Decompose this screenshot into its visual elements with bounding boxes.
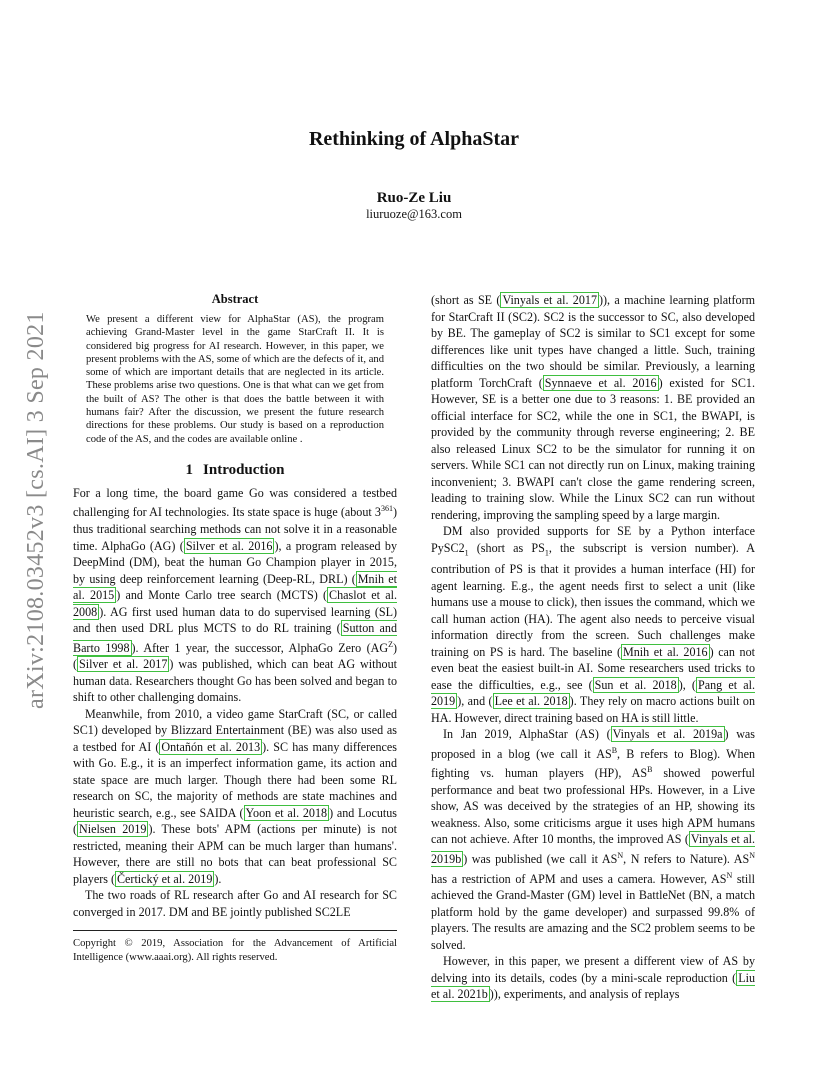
citation-link[interactable]: Ontañón et al. 2013	[161, 739, 261, 754]
abstract-text: We present a different view for AlphaStar (AS), the program achieving Grand-Master level in the game StarCraft II. It is considered big progress for AI research. However, in this paper, we present problems with the AS, some of which are the defects of it, and some of which are important details that are neglected in its article. These problems arise two questions. One is that what can we get from the built of AS? The other is that does the battle between it with humans fair? After the discussion, we present the future research directions for these problems. Our study is based on a reproduction code of the AS, and the codes are available online .	[86, 314, 384, 445]
abstract-heading: Abstract	[211, 292, 259, 306]
citation-link[interactable]: Vinyals et al. 2019b	[431, 832, 756, 866]
paragraph-pysc2: DM also provided supports for SE by a Python interface $PySC2_1$ (short as $PS_1$, the subscript is version number). A contribution of PS is that it provides a human interface (HI) for agent learning. E.g., the agent needs first to select a unit (like humans use a mouse to click), then issues the command, which we call human action (HA). The agent also needs to perceive visual information directly from the screen. Such challenges make training on PS is hard. The baseline ( Mnih et al. 2016 ) can not even beat the easiest built-in AI. Some researchers used tricks to ease the difficulties, e.g., see ( Sun et al. 2018 ), ( Pang et al. 2019 ), and ( Lee et al. 2018 ). They rely on macro actions built on HA. However, direct training based on HA is still little.	[431, 524, 756, 725]
author-name: Ruo-Ze Liu	[376, 190, 452, 206]
citation-link[interactable]: Liu et al. 2021b	[431, 970, 755, 1002]
citation-link[interactable]: Synnaeve et al. 2016	[544, 375, 657, 390]
citation-link[interactable]: Lee et al. 2018	[494, 694, 568, 709]
citation-link[interactable]: Vinyals et al. 2019a	[612, 727, 723, 742]
citation-link[interactable]: Sun et al. 2018	[594, 677, 677, 692]
paragraph-two-roads: The two roads of RL research after Go and AI research for SC converged in 2017. DM and BE jointly published SC2LE	[73, 888, 397, 919]
paragraph-different-view: However, in this paper, we present a different view of AS by delving into its details, codes (by a mini-scale reproduction ( Liu et al. 2021b )), experiments, and analysis of replays	[431, 954, 755, 1002]
citation-link[interactable]: Mnih et al. 2016	[623, 644, 708, 659]
citation-link[interactable]: Chaslot et al. 2008	[73, 588, 398, 619]
citation-link[interactable]: Silver et al. 2016	[185, 538, 273, 553]
section-title: Introduction	[203, 461, 285, 478]
author-email: liuruoze@163.com	[366, 207, 462, 221]
citation-link[interactable]: Nielsen 2019	[79, 822, 147, 837]
paper-title: Rethinking of AlphaStar	[308, 128, 520, 150]
citation-link[interactable]: Yoon et al. 2018	[245, 805, 328, 820]
paragraph-starcraft: Meanwhile, from 2010, a video game StarCraft (SC, or called SC1) developed by Blizzard Entertainment (BE) was also used as a testbed for AI ( Ontañón et al. 2013 ). SC has many differences with Go. E.g., it is an imperfect information game, its action and state space are much larger. Though there had been some RL research on SC, the majority of methods are state machines and heuristic search, e.g., see SAIDA ( Yoon et al. 2018 ) and Locutus ( Nielsen 2019 ). These bots' APM (actions per minute) is not restricted, meaning their APM can be much larger than humans'. However, there are still no bots that can beat professional SC players ( Čertický et al. 2019 ).	[73, 706, 397, 886]
left-column	[73, 292, 397, 964]
citation-link[interactable]: Mnih et al. 2015	[73, 571, 397, 602]
citation-link[interactable]: Vinyals et al. 2017	[502, 293, 597, 307]
right-column	[431, 292, 755, 1003]
paragraph-go: For a long time, the board game Go was considered a testbed challenging for AI technologies. Its state space is huge (about $3^{361}$) thus traditional searching methods can not solve it in a reasonable time. AlphaGo (AG) ( Silver et al. 2016 ), a program released by DeepMind (DM), beat the human Go Champion player in 2015, by using deep reinforcement learning (Deep-RL, DRL) ( Mnih et al. 2015 ) and Monte Carlo tree search (MCTS) ( Chaslot et al. 2008 ). AG first used human data to do supervised learning (SL) and then used DRL plus MCTS to do RL training ( Sutton and Barto 1998 ). After 1 year, the successor, AlphaGo Zero $(AG^Z)$ ( Silver et al. 2017 ) was published, which can beat AG without human data. Researchers thought Go has been solved and began to shift to other challenging domains.	[73, 485, 398, 705]
copyright-footnote: Copyright © 2019, Association for the Advancement of Artificial Intelligence (www.aaai.org). All rights reserved.	[73, 938, 397, 963]
paragraph-alphastar: In Jan 2019, AlphaStar (AS) ( Vinyals et al. 2019a ) was proposed in a blog (we call it $AS^B$, B refers to Blog). When fighting vs. human players (HP), $AS^B$ showed powerful performance and beat two professional HPs. However, in a Live show, AS was deceived by the strategies of an HP, showing its weakness. Also, some criticisms argue it uses high APM humans can not achieve. After 10 months, the improved AS ( Vinyals et al. 2019b ) was published (we call it $AS^N$, N refers to Nature). $AS^N$ has a restriction of APM and uses a camera. However, $AS^N$ still achieved the Grand-Master (GM) level in BattleNet (BN, a match platform hold by the game developer) and surpassed 99.8% of players. The results are amazing and the SC2 problem seems to be solved.	[431, 727, 756, 952]
paragraph-sc2le: (short as SE ( Vinyals et al. 2017 )), a machine learning platform for StarCraft II (SC2). SC2 is the successor to SC, also developed by BE. The gameplay of SC2 is similar to SC1 except for some differences like unit types have changed a little. Such, training difficulties on the two should be similar. Previously, a learning platform TorchCraft ( Synnaeve et al. 2016 ) existed for SC1. However, SE is a better one due to 3 reasons: 1. BE provided an official interface for SC2, while the one in SC1, the BWAPI, is provided by the community through reverse engineering; 2. BE also released Linux SC2 to be the simulator for running it on servers. While SC1 can not directly run on Linux, making training inconvenient; 3. BWAPI can't close the game rendering screen, leading to training slow. While the Linux SC2 can run without rendering, improving the sampling speed by a large margin.	[431, 293, 756, 522]
section-heading-introduction	[73, 462, 397, 479]
arxiv-identifier: arXiv:2108.03452v3 [cs.AI] 3 Sep 2021	[23, 311, 49, 709]
section-number: 1	[185, 461, 194, 478]
citation-link[interactable]: Pang et al. 2019	[431, 677, 756, 709]
footnote-divider	[73, 930, 397, 931]
citation-link[interactable]: Čertický et al. 2019	[116, 871, 213, 886]
citation-link[interactable]: Sutton and Barto 1998	[73, 621, 397, 655]
citation-link[interactable]: Silver et al. 2017	[79, 657, 168, 672]
